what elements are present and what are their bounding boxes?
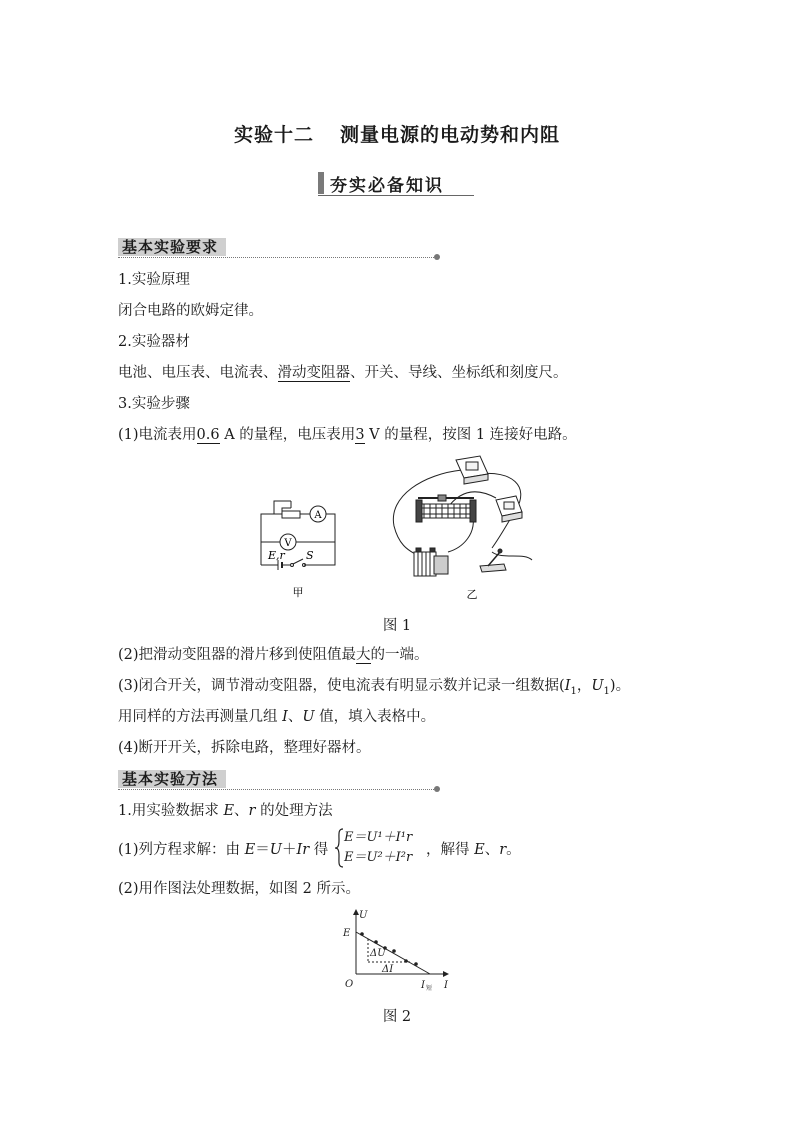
voltmeter-label: V (284, 538, 292, 549)
step-4: (4)断开开关，拆除电路，整理好器材。 (118, 740, 371, 756)
section-heading-rule (118, 257, 436, 258)
i-axis-label: I (444, 980, 448, 991)
principle-text: 闭合电路的欧姆定律。 (118, 303, 263, 319)
origin-label: O (345, 979, 354, 990)
method-1-heading: 1.用实验数据求 E、r 的处理方法 (118, 803, 333, 819)
ammeter-label: A (314, 510, 322, 521)
equation-system (334, 828, 428, 868)
section-heading-1 (118, 238, 436, 258)
e-label: E (343, 928, 351, 939)
equipment-heading: 2.实验器材 (118, 334, 190, 350)
steps-heading: 3.实验步骤 (118, 396, 190, 412)
source-label: E,r (268, 549, 285, 562)
method-1-1-tail: ，解得 E、r。 (426, 842, 521, 858)
banner-underline (318, 195, 474, 196)
equipment-text: 电池、电压表、电流表、滑动变阻器、开关、导线、坐标纸和刻度尺。 (118, 365, 568, 381)
equation-2: E＝U²＋I²r (344, 850, 413, 865)
banner-text: 夯实必备知识 (330, 176, 444, 196)
voltmeter-range: 3 (355, 427, 365, 443)
section-banner (318, 170, 474, 196)
section-heading-rule (118, 789, 436, 790)
figure-1a-circuit (252, 492, 342, 604)
delta-u-label: ΔU (370, 948, 386, 959)
ammeter-range: 0.6 (196, 427, 220, 443)
data-point (414, 962, 418, 966)
section-heading-2 (118, 770, 436, 790)
equipment-underlined: 滑动变阻器 (277, 365, 350, 381)
switch-label: S (306, 549, 314, 562)
step-1: (1)电流表用0.6 A 的量程，电压表用3 V 的量程，按图 1 连接好电路。 (118, 427, 577, 443)
method-1-1: (1)列方程求解：由 E＝U＋Ir 得 (118, 842, 329, 858)
figure-1b-apparatus (384, 452, 544, 604)
data-point (392, 949, 396, 953)
data-point (360, 932, 364, 936)
step-2: (2)把滑动变阻器的滑片移到使阻值最大的一端。 (118, 647, 429, 663)
equation-1: E＝U¹＋I¹r (344, 830, 413, 845)
short-circuit-sub: 短 (426, 985, 433, 992)
method-1-2: (2)用作图法处理数据，如图 2 所示。 (118, 881, 360, 897)
delta-i-label: ΔI (382, 964, 394, 975)
step-3-line-2: 用同样的方法再测量几组 I、U 值，填入表格中。 (118, 709, 436, 725)
step-2-underlined: 大 (356, 647, 371, 663)
section-heading-2-text: 基本实验方法 (118, 770, 226, 788)
figure-1b-label: 乙 (466, 588, 478, 601)
step-3: (3)闭合开关，调节滑动变阻器，使电流表有明显示数并记录一组数据($I_1$，$U_1$)。 (118, 678, 631, 697)
section-heading-dot (434, 786, 440, 792)
title-part1: 实验十二 (233, 124, 314, 146)
principle-heading: 1.实验原理 (118, 272, 190, 288)
banner-bar (318, 172, 324, 194)
figure-1a-label: 甲 (292, 586, 304, 599)
short-circuit-label: I (421, 980, 425, 991)
section-heading-dot (434, 254, 440, 260)
title-part2: 测量电源的电动势和内阻 (340, 124, 561, 146)
figure-1-caption: 图 1 (382, 618, 412, 634)
u-axis-label: U (359, 910, 368, 921)
data-point (404, 959, 408, 963)
figure-2-caption: 图 2 (382, 1009, 412, 1025)
page-title (0, 120, 794, 147)
brace-icon (334, 828, 344, 868)
data-point (374, 940, 378, 944)
section-heading-1-text: 基本实验要求 (118, 238, 226, 256)
figure-2-ui-graph (340, 906, 456, 996)
